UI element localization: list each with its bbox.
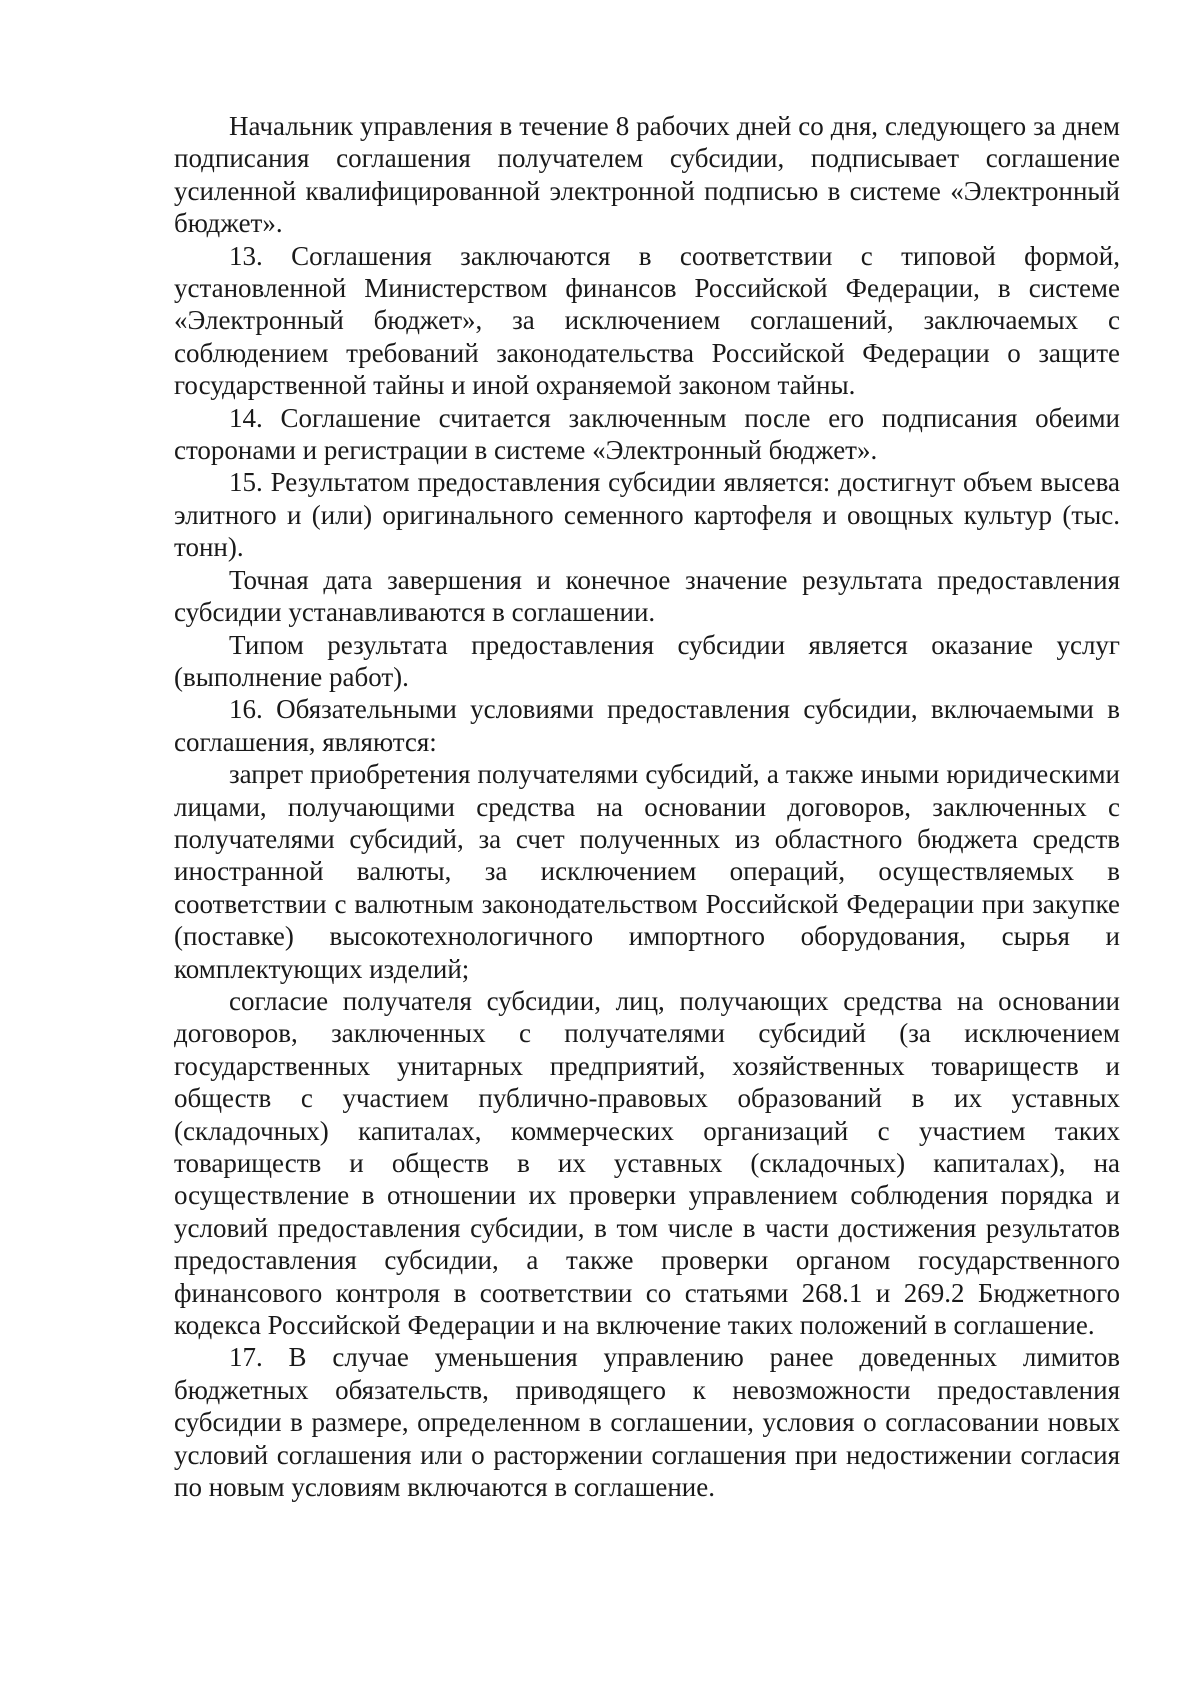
paragraph-16: 16. Обязательными условиями предоставления субсидии, включаемыми в соглашения, являются: [174,694,1120,757]
document-body [174,110,1120,1503]
paragraph-currency-ban: запрет приобретения получателями субсидий, а также иными юридическими лицами, получающими средства на основании договоров, заключенных с получателями субсидий, за счет полученных из областного бюджета средств иностранной валюты, за исключением операций, осуществляемых в соответствии с валютным законодательством Российской Федерации при закупке (поставке) высокотехнологичного импортного оборудования, сырья и комплектующих изделий; [174,759,1120,984]
paragraph-13: 13. Соглашения заключаются в соответствии с типовой формой, установленной Министерством финансов Российской Федерации, в системе «Электронный бюджет», за исключением соглашений, заключаемых с соблюдением требований законодательства Российской Федерации о защите государственной тайны и иной охраняемой законом тайны. [174,240,1120,401]
paragraph-14: 14. Соглашение считается заключенным после его подписания обеими сторонами и регистрации в системе «Электронный бюджет». [174,402,1120,466]
paragraph-inspection-consent: согласие получателя субсидии, лиц, получающих средства на основании договоров, заключенных с получателями субсидий (за исключением государственных унитарных предприятий, хозяйственных товариществ и обществ с участием публично-правовых образований в их уставных (складочных) капиталах, коммерческих организаций с участием таких товариществ и обществ в их уставных (складочных) капиталах), на осуществление в отношении их проверки управлением соблюдения порядка и условий предоставления субсидии, в том числе в части достижения результатов предоставления субсидии, а также проверки органом государственного финансового контроля в соответствии со статьями 268.1 и 269.2 Бюджетного кодекса Российской Федерации и на включение таких положений в соглашение. [174,985,1120,1341]
paragraph-result-date: Точная дата завершения и конечное значение результата предоставления субсидии устанавливаются в соглашении. [174,564,1120,628]
paragraph-15: 15. Результатом предоставления субсидии является: достигнут объем высева элитного и (или) оригинального семенного картофеля и овощных культур (тыс. тонн). [174,467,1120,563]
paragraph-signing: Начальник управления в течение 8 рабочих дней со дня, следующего за днем подписания соглашения получателем субсидии, подписывает соглашение усиленной квалифицированной электронной подписью в системе «Электронный бюджет». [174,111,1120,239]
paragraph-result-type: Типом результата предоставления субсидии является оказание услуг (выполнение работ). [174,629,1120,692]
paragraph-17: 17. В случае уменьшения управлению ранее доведенных лимитов бюджетных обязательств, приводящего к невозможности предоставления субсидии в размере, определенном в соглашении, условия о согласовании новых условий соглашения или о расторжении соглашения при недостижении согласия по новым условиям включаются в соглашение. [174,1342,1120,1503]
